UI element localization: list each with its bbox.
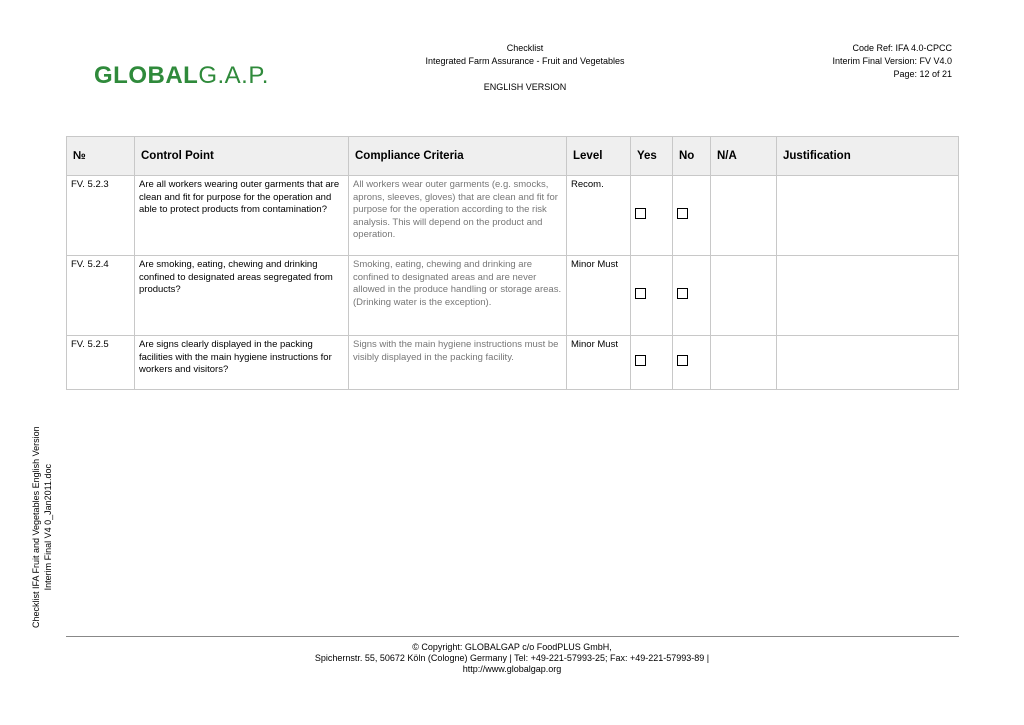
side-doc-label: Checklist IFA Fruit and Vegetables English Version Interim Final V4 0_Jan2011.doc [31,426,53,628]
control-point: Are all workers wearing outer garments that are clean and fit for purpose for the operation and able to protect products from contamination? [135,176,349,256]
col-header-criteria: Compliance Criteria [349,137,567,176]
footer-divider [66,636,959,637]
interim-version: Interim Final Version: FV V4.0 [832,56,952,66]
col-header-level: Level [567,137,631,176]
doc-title: Checklist [506,43,544,53]
control-point: Are smoking, eating, chewing and drinking confined to designated areas segregated from products? [135,256,349,336]
level: Minor Must [567,336,631,390]
checklist-table [66,136,959,390]
no-checkbox[interactable] [677,208,688,219]
no-cell [673,336,711,390]
row-number: FV. 5.2.5 [67,336,135,390]
col-header-na: N/A [711,137,777,176]
code-ref: Code Ref: IFA 4.0-CPCC [852,43,952,53]
no-cell [673,256,711,336]
no-cell [673,176,711,256]
na-cell[interactable] [711,176,777,256]
level: Recom. [567,176,631,256]
no-checkbox[interactable] [677,288,688,299]
justification-cell[interactable] [777,256,959,336]
compliance-criteria: All workers wear outer garments (e.g. smocks, aprons, sleeves, gloves) that are clean and fit for purpose for the operation according to the risk analysis. This will depend on the product and operation. [349,176,567,256]
yes-cell [631,176,673,256]
col-header-yes: Yes [631,137,673,176]
globalgap-logo: GLOBALG.A.P. [94,62,269,89]
justification-cell[interactable] [777,336,959,390]
col-header-no: № [67,137,135,176]
control-point: Are signs clearly displayed in the packing facilities with the main hygiene instructions for workers and visitors? [135,336,349,390]
na-cell[interactable] [711,336,777,390]
yes-cell [631,256,673,336]
no-checkbox[interactable] [677,355,688,366]
page-number: Page: 12 of 21 [893,69,952,79]
table-row [67,256,959,336]
justification-cell[interactable] [777,176,959,256]
yes-checkbox[interactable] [635,208,646,219]
col-header-no-answer: No [673,137,711,176]
yes-checkbox[interactable] [635,355,646,366]
table-header-row [67,137,959,176]
compliance-criteria: Signs with the main hygiene instructions must be visibly displayed in the packing facility. [349,336,567,390]
col-header-control-point: Control Point [135,137,349,176]
table-row [67,176,959,256]
col-header-justification: Justification [777,137,959,176]
header-center [380,42,670,94]
footer-url[interactable]: http://www.globalgap.org [462,664,562,674]
table-row [67,336,959,390]
yes-checkbox[interactable] [635,288,646,299]
yes-cell [631,336,673,390]
doc-subtitle: Integrated Farm Assurance - Fruit and Vegetables [425,56,625,66]
footer-address: Spichernstr. 55, 50672 Köln (Cologne) Germany | Tel: +49-221-57993-25; Fax: +49-221-57993-89 | [314,653,710,663]
compliance-criteria: Smoking, eating, chewing and drinking are confined to designated areas and are never allowed in the produce handling or storage areas. (Drinking water is the exception). [349,256,567,336]
footer [0,642,1024,675]
row-number: FV. 5.2.3 [67,176,135,256]
na-cell[interactable] [711,256,777,336]
header-right [832,42,952,81]
level: Minor Must [567,256,631,336]
footer-copyright: © Copyright: GLOBALGAP c/o FoodPLUS GmbH, [412,642,612,652]
version-label: ENGLISH VERSION [483,82,567,92]
row-number: FV. 5.2.4 [67,256,135,336]
